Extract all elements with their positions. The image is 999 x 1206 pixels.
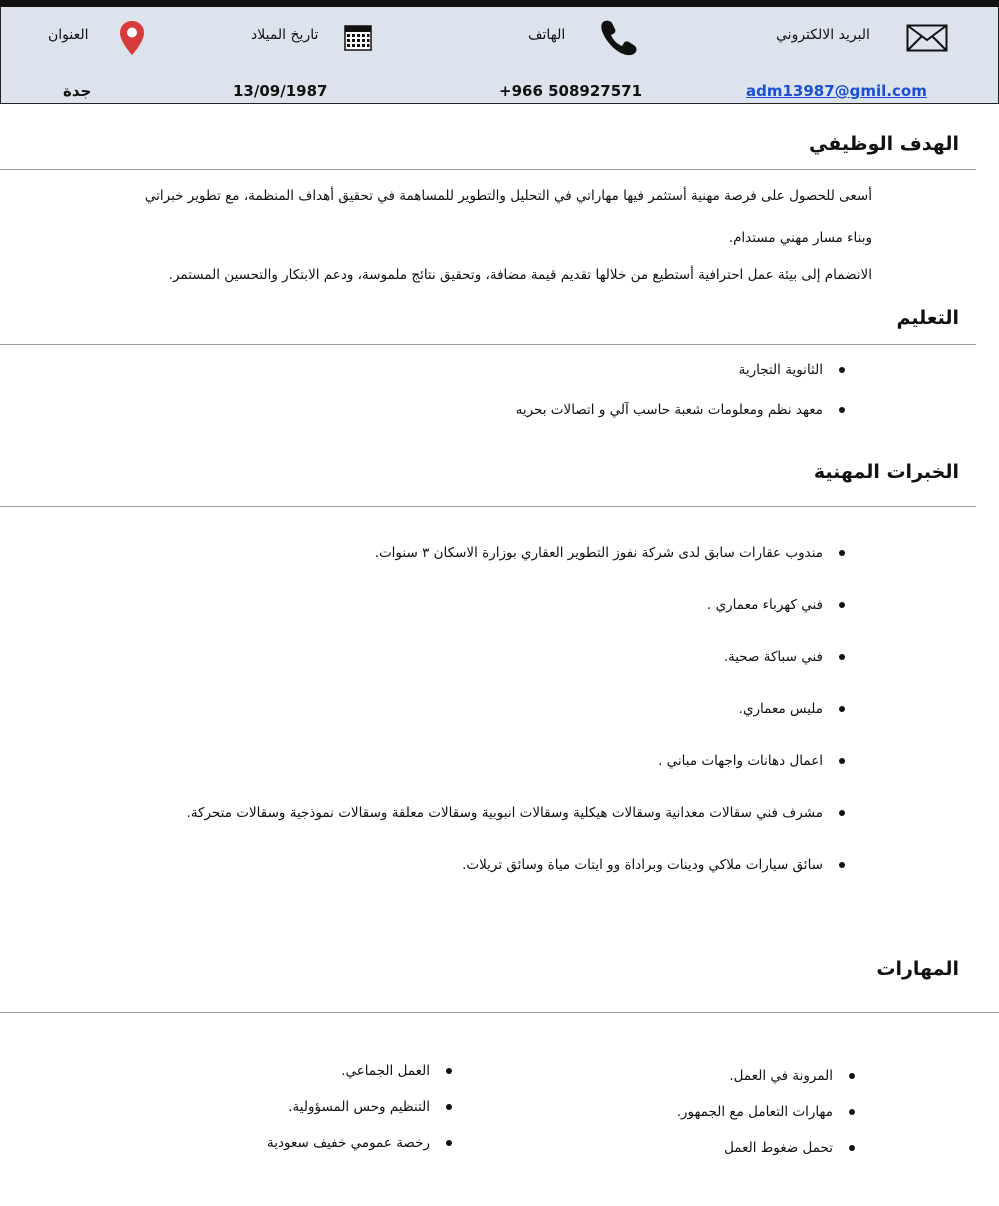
- list-item: تحمل ضغوط العمل: [677, 1135, 863, 1161]
- list-item: معهد نظم ومعلومات شعبة حاسب آلي و اتصالات بحريه: [516, 400, 853, 420]
- list-item: سائق سيارات ملاكي ودينات وبراداة وو ايتات مياة وسائق تريلات.: [187, 851, 853, 879]
- list-item: المرونة في العمل.: [677, 1063, 863, 1089]
- objective-line-2: وبناء مسار مهني مستدام.: [728, 230, 872, 246]
- education-title: التعليم: [896, 307, 959, 329]
- skills-title: المهارات: [876, 958, 959, 980]
- list-item: مندوب عقارات سابق لدى شركة نفوز التطوير العقاري بوزارة الاسكان ٣ سنوات.: [187, 539, 853, 567]
- experience-rule: [0, 506, 976, 507]
- skills-list-right: [677, 1063, 863, 1161]
- list-item: اعمال دهانات واجهات مباني .: [187, 747, 853, 775]
- address-value: جدة: [63, 82, 92, 100]
- list-item: مهارات التعامل مع الجمهور.: [677, 1099, 863, 1125]
- experience-list: [187, 539, 853, 879]
- email-value[interactable]: adm13987@gmil.com: [746, 82, 927, 100]
- education-list: [516, 360, 853, 420]
- list-item: فني سباكة صحية.: [187, 643, 853, 671]
- birthdate-value: 13/09/1987: [233, 82, 328, 100]
- list-item: مشرف فني سقالات معدانية وسقالات هيكلية وسقالات انبوبية وسقالات معلقة وسقالات نموذجية وسقالات متحركة.: [187, 799, 853, 827]
- experience-title: الخبرات المهنية: [813, 461, 959, 483]
- list-item: رخصة عمومي خفيف سعودية: [267, 1130, 460, 1156]
- contact-bar: [0, 7, 999, 104]
- list-item: الثانوية التجارية: [516, 360, 853, 380]
- list-item: مليس معماري.: [187, 695, 853, 723]
- skills-list-left: [267, 1058, 460, 1156]
- top-border: [0, 0, 999, 7]
- phone-label: الهاتف: [528, 27, 566, 43]
- objective-title: الهدف الوظيفي: [809, 133, 959, 155]
- location-pin-icon: [119, 20, 145, 56]
- birthdate-label: تاريخ الميلاد: [251, 27, 319, 43]
- envelope-icon: [906, 24, 948, 52]
- address-label: العنوان: [48, 27, 89, 43]
- skills-rule: [0, 1012, 999, 1013]
- objective-line-1: أسعى للحصول على فرصة مهنية أستثمر فيها مهاراتي في التحليل والتطوير للمساهمة في تحقيق أهداف المنظمة، مع تطوير خبراتي: [144, 188, 872, 204]
- list-item: فني كهرباء معماري .: [187, 591, 853, 619]
- phone-value: +966 508927571: [499, 82, 643, 100]
- calendar-icon: [344, 25, 372, 51]
- email-label: البريد الالكتروني: [776, 27, 870, 43]
- list-item: العمل الجماعي.: [267, 1058, 460, 1084]
- list-item: التنظيم وحس المسؤولية.: [267, 1094, 460, 1120]
- objective-rule: [0, 169, 976, 170]
- objective-line-3: الانضمام إلى بيئة عمل احترافية أستطيع من خلالها تقديم قيمة مضافة، وتحقيق نتائج ملموسة، ودعم الابتكار والتحسين المستمر.: [168, 267, 872, 283]
- phone-icon: [599, 19, 639, 57]
- education-rule: [0, 344, 976, 345]
